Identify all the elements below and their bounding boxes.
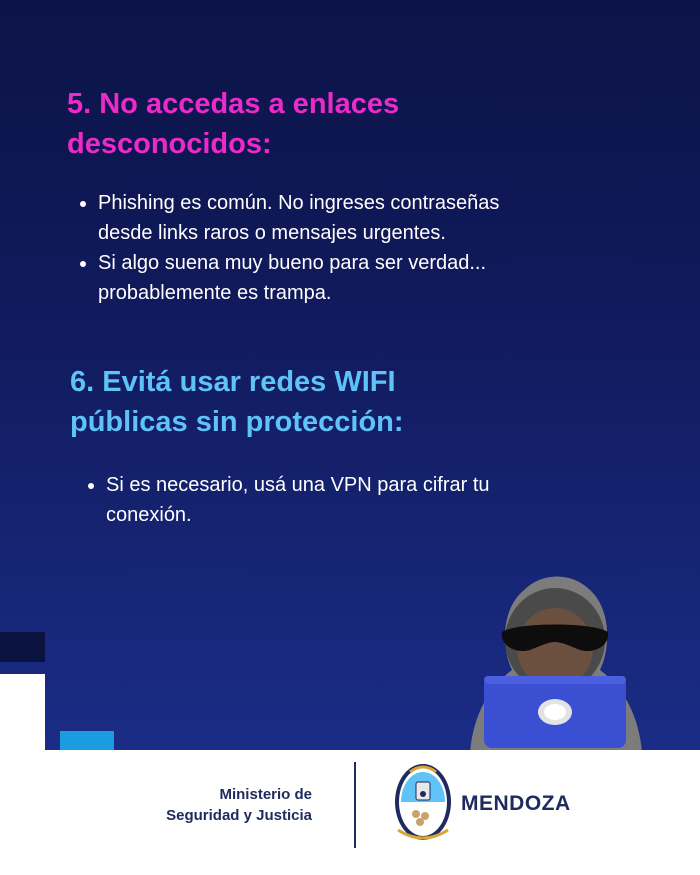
ministry-line-2: Seguridad y Justicia	[166, 807, 312, 824]
list-item	[86, 470, 566, 530]
section-5-title-line-2: desconocidos:	[67, 128, 272, 160]
list-item-line: Si es necesario, usá una VPN para cifrar tu	[106, 474, 490, 496]
decor-block-cyan	[60, 731, 114, 750]
section-6-list	[86, 470, 566, 530]
section-5-title	[67, 84, 399, 164]
section-6-title	[70, 362, 404, 442]
section-6-title-line-2: públicas sin protección:	[70, 406, 404, 438]
list-item	[78, 188, 598, 248]
section-6-title-line-1: 6. Evitá usar redes WIFI	[70, 366, 396, 398]
ministry-name	[166, 784, 312, 826]
footer-divider	[354, 762, 356, 848]
decor-block-navy	[0, 632, 45, 662]
province-brand: MENDOZA	[461, 792, 571, 815]
section-5-title-line-1: 5. No accedas a enlaces	[67, 88, 400, 120]
hacker-laptop-icon	[462, 570, 648, 752]
list-item-line: desde links raros o mensajes urgentes.	[98, 222, 446, 244]
list-item-line: probablemente es trampa.	[98, 282, 332, 304]
list-item	[78, 248, 598, 308]
provincial-coat-of-arms-icon	[392, 760, 454, 850]
list-item-line: conexión.	[106, 504, 192, 526]
decor-block-white	[0, 674, 45, 750]
list-item-line: Phishing es común. No ingreses contraseñas	[98, 192, 500, 214]
ministry-line-1: Ministerio de	[219, 786, 312, 803]
footer	[0, 750, 700, 875]
list-item-line: Si algo suena muy bueno para ser verdad...	[98, 252, 487, 274]
section-5-list	[78, 188, 598, 308]
